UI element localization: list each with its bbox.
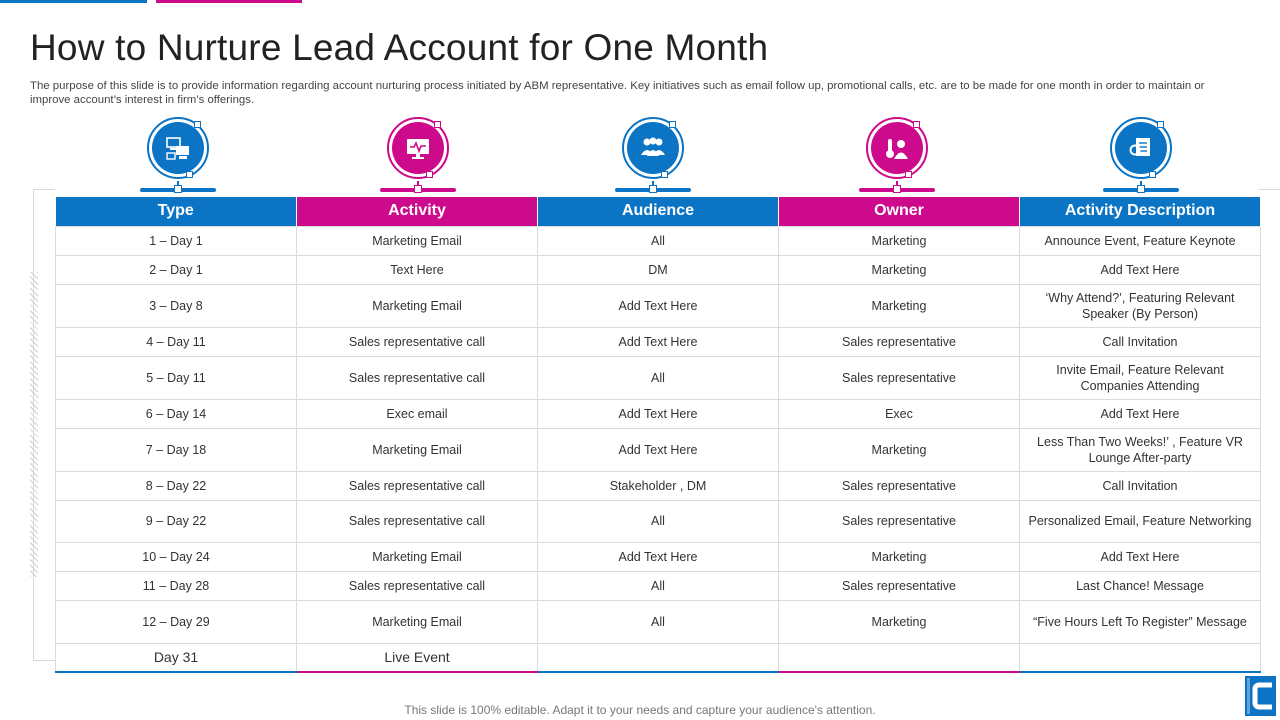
cell-owner: Marketing [779, 600, 1020, 643]
header-activity-description: Activity Description [1020, 197, 1261, 226]
cell-type: 9 – Day 22 [56, 500, 297, 542]
cell-owner: Marketing [779, 226, 1020, 255]
page-title: How to Nurture Lead Account for One Month [30, 27, 769, 68]
cell-audience: Add Text Here [538, 399, 779, 428]
cell-type: 6 – Day 14 [56, 399, 297, 428]
table-row [56, 327, 1261, 356]
cell-description: Personalized Email, Feature Networking [1020, 500, 1261, 542]
table-row [56, 399, 1261, 428]
cell-description: Announce Event, Feature Keynote [1020, 226, 1261, 255]
cell-owner: Exec [779, 399, 1020, 428]
cell-description: Add Text Here [1020, 542, 1261, 571]
cell-activity: Marketing Email [297, 226, 538, 255]
cell-activity: Marketing Email [297, 600, 538, 643]
description-column-icon-group [1101, 115, 1181, 195]
cell-type: 1 – Day 1 [56, 226, 297, 255]
cell-description: Less Than Two Weeks!’ , Feature VR Lounge After-party [1020, 428, 1261, 471]
cell-audience: Add Text Here [538, 428, 779, 471]
cell-type: 2 – Day 1 [56, 255, 297, 284]
cell-type: 5 – Day 11 [56, 356, 297, 399]
cell-description: Add Text Here [1020, 399, 1261, 428]
cell-description: Call Invitation [1020, 471, 1261, 500]
table-row [56, 356, 1261, 399]
cell-audience: Add Text Here [538, 542, 779, 571]
header-activity: Activity [297, 197, 538, 226]
cell-description: Last Chance! Message [1020, 571, 1261, 600]
cell-owner: Sales representative [779, 571, 1020, 600]
cell-activity: Sales representative call [297, 327, 538, 356]
cell-type: 4 – Day 11 [56, 327, 297, 356]
cell-description: “Five Hours Left To Register” Message [1020, 600, 1261, 643]
cell-audience: Add Text Here [538, 284, 779, 327]
cell-audience: All [538, 600, 779, 643]
cell-audience: Add Text Here [538, 327, 779, 356]
cell-description [1020, 643, 1261, 672]
header-audience: Audience [538, 197, 779, 226]
cell-activity: Exec email [297, 399, 538, 428]
monitor-pulse-icon [392, 122, 444, 174]
cell-audience: All [538, 500, 779, 542]
frame-bottom-line [33, 660, 55, 661]
document-settings-icon [1115, 122, 1167, 174]
cell-owner: Sales representative [779, 500, 1020, 542]
cell-owner: Marketing [779, 255, 1020, 284]
cell-description: Add Text Here [1020, 255, 1261, 284]
cell-owner: Marketing [779, 284, 1020, 327]
table-row [56, 571, 1261, 600]
cell-audience: All [538, 356, 779, 399]
cell-audience: All [538, 226, 779, 255]
table-row [56, 600, 1261, 643]
computer-network-icon [152, 122, 204, 174]
cell-activity: Live Event [297, 643, 538, 672]
cell-type: 7 – Day 18 [56, 428, 297, 471]
cell-description: ‘Why Attend?’, Featuring Relevant Speaker (By Person) [1020, 284, 1261, 327]
cell-owner: Sales representative [779, 356, 1020, 399]
table-row [56, 255, 1261, 284]
header-type: Type [56, 197, 297, 226]
owner-column-icon-group [857, 115, 937, 195]
cell-activity: Sales representative call [297, 500, 538, 542]
cell-activity: Sales representative call [297, 471, 538, 500]
type-column-icon-group [138, 115, 218, 195]
cell-owner: Sales representative [779, 471, 1020, 500]
cell-type: 3 – Day 8 [56, 284, 297, 327]
cell-type: Day 31 [56, 643, 297, 672]
cell-audience: DM [538, 255, 779, 284]
brand-logo-icon [1245, 676, 1276, 716]
cell-owner: Marketing [779, 542, 1020, 571]
cell-type: 10 – Day 24 [56, 542, 297, 571]
cell-audience [538, 643, 779, 672]
table-row [56, 500, 1261, 542]
top-accent-bar-pink [156, 0, 302, 3]
page-subtitle: The purpose of this slide is to provide information regarding account nurturing process initiated by ABM representative. Key initiatives such as email follow up, promotional calls, etc. are to be made for one month in order to maintain or improve account’s interest in firm’s offerings. [30, 80, 1205, 106]
cell-activity: Marketing Email [297, 284, 538, 327]
table-row [56, 542, 1261, 571]
cell-type: 8 – Day 22 [56, 471, 297, 500]
cell-owner: Sales representative [779, 327, 1020, 356]
table-row [56, 471, 1261, 500]
group-people-icon [627, 122, 679, 174]
activity-column-icon-group [378, 115, 458, 195]
table-row [56, 428, 1261, 471]
table-row [56, 284, 1261, 327]
nurture-schedule-table [55, 197, 1261, 673]
top-accent-bar-blue [0, 0, 147, 3]
cell-activity: Marketing Email [297, 542, 538, 571]
cell-description: Call Invitation [1020, 327, 1261, 356]
cell-audience: Stakeholder , DM [538, 471, 779, 500]
audience-column-icon-group [613, 115, 693, 195]
cell-activity: Text Here [297, 255, 538, 284]
table-row [56, 226, 1261, 255]
table-row [56, 643, 1261, 672]
table-header-row [56, 197, 1261, 226]
frame-top-right-line [1259, 189, 1280, 190]
cell-type: 11 – Day 28 [56, 571, 297, 600]
cell-owner [779, 643, 1020, 672]
header-owner: Owner [779, 197, 1020, 226]
footer-note: This slide is 100% editable. Adapt it to your needs and capture your audience's attention. [404, 703, 876, 717]
frame-top-left-line [33, 189, 55, 190]
person-thermometer-icon [871, 122, 923, 174]
side-hatch-decoration [30, 272, 38, 577]
cell-audience: All [538, 571, 779, 600]
cell-activity: Marketing Email [297, 428, 538, 471]
cell-activity: Sales representative call [297, 571, 538, 600]
cell-type: 12 – Day 29 [56, 600, 297, 643]
cell-activity: Sales representative call [297, 356, 538, 399]
cell-description: Invite Email, Feature Relevant Companies Attending [1020, 356, 1261, 399]
cell-owner: Marketing [779, 428, 1020, 471]
